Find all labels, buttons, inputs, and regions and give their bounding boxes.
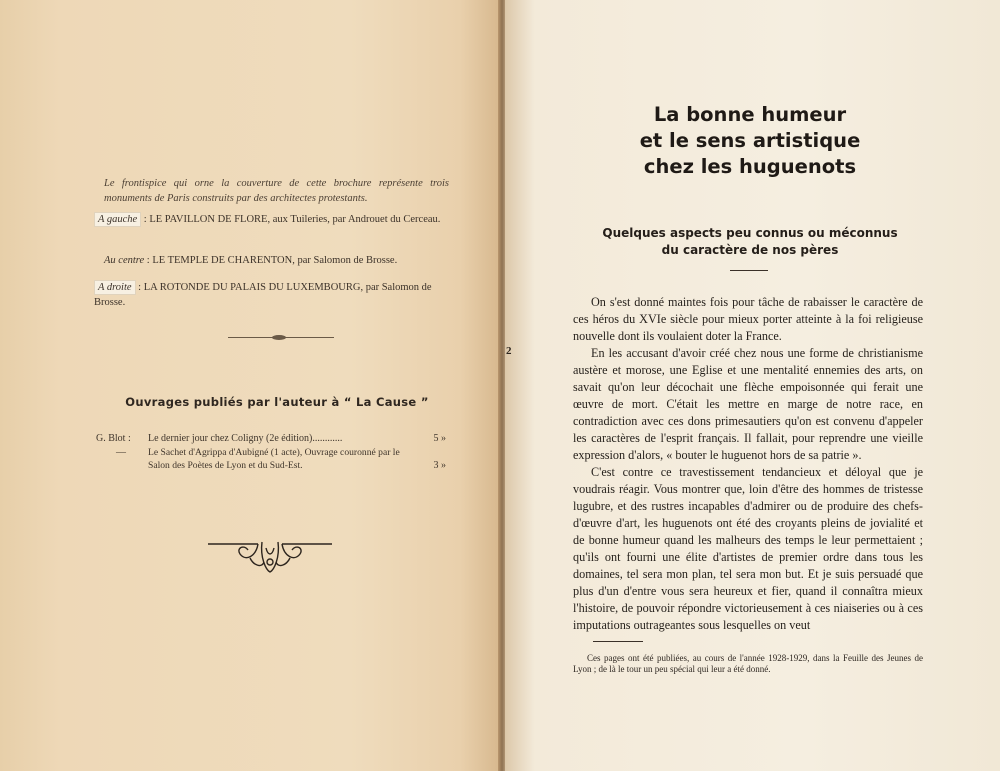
frontispiece-note: Le frontispice qui orne la couverture de cette brochure représente trois monuments de Paris construits par des architectes protestants.: [104, 178, 449, 204]
works-heading: Ouvrages publiés par l'auteur à “ La Cause ”: [125, 395, 429, 409]
monument-description: LE PAVILLON DE FLORE, aux Tuileries, par Androuet du Cerceau.: [149, 214, 441, 225]
work-author: G. Blot :: [96, 433, 131, 444]
monument-description: LE TEMPLE DE CHARENTON, par Salomon de Brosse.: [152, 255, 398, 266]
body-paragraph: C'est contre ce travestissement tendancieux et déloyal que je voudrais réagir. Vous montrer que, loin d'être des hommes de tristesse lugubre, et des rustres incapables d'admirer ou de produire des chefs-d'œuvre d'art, les huguenots ont été des croyants pleins de jovialité et de bonne humeur quand les malheurs des temps le leur permettaient ; qu'ils ont fourni une élite d'artistes de premier ordre dans tous les domaines, tel sera mon plan, tel sera mon but. Et je suis persuadé que plus d'un d'entre vous sera heureux et fier, quand il connaîtra mieux l'histoire, de pouvoir répondre victorieusement à ces niaiseries ou à ces imputations outrageantes sous lesquelles on veut: [573, 465, 923, 632]
position-label: Au centre: [104, 255, 145, 266]
monument-description: LA ROTONDE DU PALAIS DU LUXEMBOURG, par Salomon de Brosse.: [94, 282, 432, 308]
work-title: Le dernier jour chez Coligny (2e édition)............: [148, 433, 343, 444]
position-label: A gauche: [94, 212, 141, 227]
work-title: Le Sachet d'Agrippa d'Aubigné (1 acte), Ouvrage couronné par le Salon des Poètes de Lyon et du Sud-Est.: [148, 447, 400, 471]
footnote: Ces pages ont été publiées, au cours de l'année 1928-1929, dans la Feuille des Jeunes de Lyon ; de là le tour un peu spécial qui leur a été donné.: [573, 653, 923, 674]
decorative-ornament: [206, 532, 334, 576]
chapter-title: [600, 102, 900, 180]
section-divider: [228, 337, 334, 338]
works-list-item: [96, 432, 446, 446]
body-paragraph: On s'est donné maintes fois pour tâche de rabaisser le caractère de ces héros du XVIe siècle pour mieux porter atteinte à la foi religieuse nouvelle dont ils voulaient doter la France.: [573, 295, 923, 343]
title-line: La bonne humeur: [653, 103, 847, 126]
chapter-subtitle: [580, 225, 920, 259]
works-list-item: [96, 446, 446, 476]
work-author: —: [116, 447, 126, 458]
monument-item-right: A droite : LA ROTONDE DU PALAIS DU LUXEMBOURG, par Salomon de Brosse.: [94, 282, 432, 308]
title-line: et le sens artistique: [639, 129, 861, 152]
body-paragraph: En les accusant d'avoir créé chez nous une forme de christianisme austère et morose, une Eglise et une mentalité ennemies des arts, on savait qu'on leur décochait une flèche empoisonnée qui ferait une œuvre de mort. C'était les mettre en marge de notre race, en contradiction avec ces dons primesautiers qu'on est convenu d'appeler les caractères de l'esprit français. Il fallait, pour reprendre une vieille expression d'alors, « bouter le huguenot hors de sa patrie ».: [573, 346, 923, 462]
work-price: 5 »: [433, 433, 446, 444]
title-line: chez les huguenots: [643, 155, 857, 178]
page-number: 2: [506, 345, 512, 357]
subtitle-line: du caractère de nos pères: [661, 243, 839, 257]
monument-item-left: A gauche : LE PAVILLON DE FLORE, aux Tuileries, par Androuet du Cerceau.: [94, 212, 449, 227]
monument-item-center: Au centre : LE TEMPLE DE CHARENTON, par Salomon de Brosse.: [104, 255, 398, 266]
subtitle-divider: [730, 270, 768, 271]
position-label: A droite: [94, 280, 136, 295]
footnote-divider: [593, 641, 643, 642]
work-price: 3 »: [433, 460, 446, 471]
chapter-body: [573, 294, 923, 634]
subtitle-line: Quelques aspects peu connus ou méconnus: [602, 226, 898, 240]
